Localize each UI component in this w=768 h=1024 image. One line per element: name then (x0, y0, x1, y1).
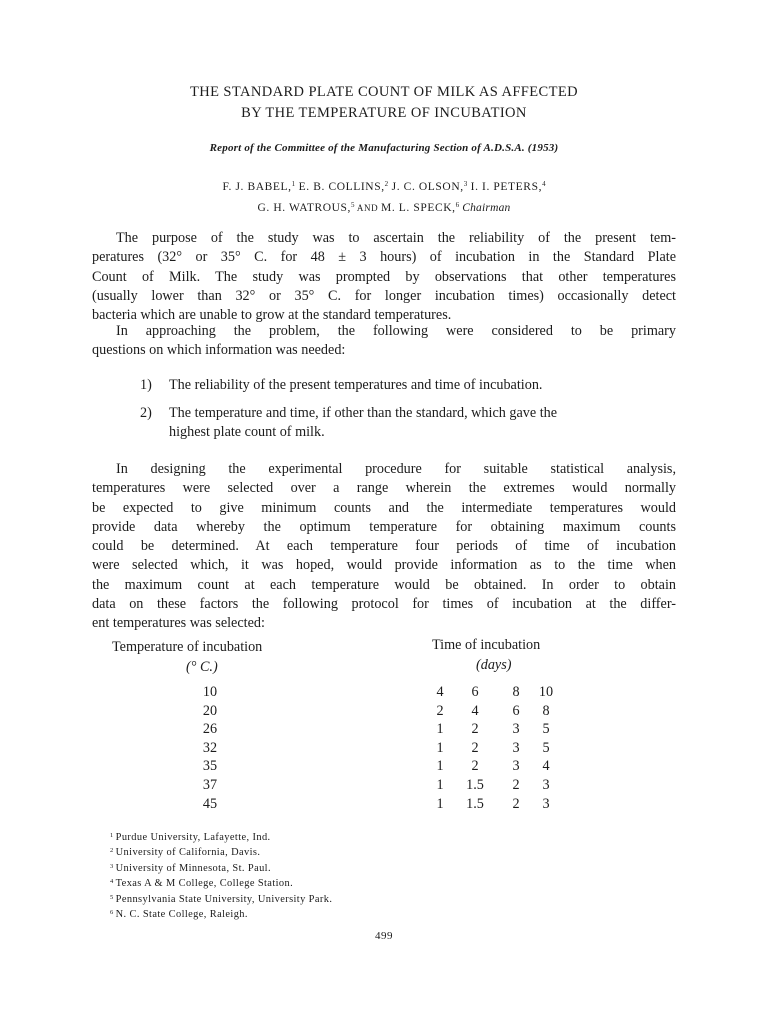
time-cell: 5 (542, 739, 550, 756)
author-name: G. H. WATROUS, (257, 202, 352, 214)
para-text: provide data whereby the optimum temperature for obtaining maximum counts (92, 518, 676, 535)
report-subtitle: Report of the Committee of the Manufacturing Section of A.D.S.A. (1953) (209, 142, 559, 154)
author-line-1 (60, 175, 708, 196)
author-name: F. J. BABEL, (222, 181, 292, 193)
time-cell: 10 (538, 684, 554, 700)
list-number: 2) (140, 405, 152, 421)
footnote-text: University of Minnesota, St. Paul. (115, 862, 271, 874)
footnote-mark: 4 (542, 180, 546, 188)
list-text: The temperature and time, if other than the standard, which gave the (169, 405, 558, 421)
time-cell: 8 (542, 702, 550, 719)
title-line-1: THE STANDARD PLATE COUNT OF MILK AS AFFECTED (190, 84, 578, 100)
para-line (92, 248, 676, 267)
footnote (110, 905, 248, 922)
footnote-text: Pennsylvania State University, University Park. (115, 893, 333, 905)
para-line (92, 229, 676, 248)
author-name: E. B. COLLINS, (295, 181, 385, 193)
para-text: ent temperatures was selected: (92, 615, 265, 632)
time-cell: 1.5 (466, 795, 484, 812)
para-text: be expected to give minimum counts and the intermediate temperatures would (92, 499, 676, 516)
table-header-time-unit: (days) (476, 657, 512, 673)
author-conjunction: AND (354, 203, 382, 213)
para-text: questions on which information was needed: (92, 342, 346, 359)
para-line (92, 518, 676, 537)
temperature-cell: 10 (202, 684, 218, 700)
time-cell: 3 (512, 758, 520, 775)
para-text: were selected which, it was hoped, would provide information as to the time when (92, 557, 676, 574)
temperature-cell: 35 (202, 758, 218, 775)
author-name: I. I. PETERS, (467, 181, 543, 193)
time-cell: 3 (542, 777, 550, 793)
para-line (92, 460, 676, 479)
paragraph-purpose (92, 229, 676, 325)
footnote-mark: 3 (463, 180, 468, 188)
list-text-block (169, 404, 680, 443)
author-name: M. L. SPECK, (381, 202, 456, 214)
footnote-text: Texas A & M College, College Station. (115, 878, 294, 890)
footnote-text: University of California, Davis. (115, 847, 261, 859)
list-number: 1) (140, 377, 152, 393)
para-line (92, 576, 676, 595)
para-line (92, 614, 676, 633)
footnote-mark: 5 (110, 893, 114, 901)
para-line (92, 287, 676, 306)
footnote-mark: 1 (291, 180, 296, 188)
table-header-time: Time of incubation (432, 637, 541, 653)
para-text: In designing the experimental procedure for suitable statistical analysis, (116, 461, 676, 477)
page-number: 499 (375, 930, 393, 942)
temperature-cell: 32 (202, 739, 218, 756)
time-cell: 2 (512, 777, 520, 793)
author-line-2 (60, 196, 708, 217)
time-cell: 5 (542, 721, 550, 738)
footnote-mark: 2 (110, 847, 114, 855)
para-text: Count of Milk. The study was prompted by observations that other temperatures (92, 268, 676, 285)
time-cell: 1 (436, 721, 444, 738)
list-text: highest plate count of milk. (169, 424, 325, 441)
footnote-mark: 3 (110, 862, 114, 870)
time-cell: 3 (542, 795, 550, 812)
time-cell: 2 (436, 702, 444, 719)
table-header-temperature-unit: (° C.) (186, 659, 218, 675)
temperature-cell: 20 (202, 702, 218, 719)
title-line-2: BY THE TEMPERATURE OF INCUBATION (241, 105, 527, 121)
paragraph-approach (92, 322, 676, 361)
time-cell: 1 (436, 758, 444, 775)
para-text: temperatures were selected over a range wherein the extremes would normally (92, 480, 676, 497)
footnote-mark: 5 (351, 201, 355, 209)
list-text: The reliability of the present temperatures and time of incubation. (169, 377, 543, 393)
para-line (92, 537, 676, 556)
time-cell: 4 (436, 684, 444, 700)
time-cell: 1.5 (466, 777, 484, 793)
time-cell: 2 (512, 795, 520, 812)
para-text: data on these factors the following protocol for times of incubation at the differ- (92, 596, 676, 613)
para-text: peratures (32° or 35° C. for 48 ± 3 hours) of incubation in the Standard Plate (92, 249, 676, 266)
para-line (92, 499, 676, 518)
para-line (92, 268, 676, 287)
para-text: could be determined. At each temperature four periods of time of incubation (92, 538, 676, 555)
time-cell: 3 (512, 721, 520, 738)
para-text: In approaching the problem, the following were considered to be primary (116, 323, 676, 339)
para-text: bacteria which are unable to grow at the standard temperatures. (92, 307, 452, 324)
para-text: (usually lower than 32° or 35° C. for longer incubation times) occasionally detect (92, 287, 676, 304)
time-cell: 8 (512, 684, 520, 700)
author-role: Chairman (459, 202, 511, 214)
footnote-mark: 4 (110, 878, 114, 886)
table-header-temperature: Temperature of incubation (112, 639, 263, 655)
para-text: The purpose of the study was to ascertain the reliability of the present tem- (116, 230, 676, 246)
paper-title (60, 82, 708, 124)
footnote-mark: 2 (384, 180, 389, 188)
time-cell: 4 (471, 702, 479, 719)
temperature-cell: 26 (202, 721, 218, 738)
time-cell: 3 (512, 739, 520, 756)
footnote-text: Purdue University, Lafayette, Ind. (115, 832, 271, 843)
time-cell: 4 (542, 758, 550, 775)
para-line (92, 322, 676, 341)
time-cell: 2 (471, 758, 479, 775)
time-cell: 6 (512, 702, 520, 719)
footnote-text: N. C. State College, Raleigh. (115, 909, 248, 920)
author-list (60, 175, 708, 217)
time-cell: 2 (471, 721, 479, 738)
time-cell: 2 (471, 739, 479, 756)
footnote-mark: 6 (455, 201, 460, 209)
author-name: J. C. OLSON, (388, 181, 464, 193)
time-cell: 1 (436, 777, 444, 793)
para-line (92, 341, 676, 360)
para-text: the maximum count at each temperature would be obtained. In order to obtain (92, 576, 676, 593)
footnote-mark: 6 (110, 909, 114, 916)
para-line (92, 556, 676, 575)
time-cell: 1 (436, 739, 444, 756)
paragraph-design (92, 460, 676, 634)
temperature-cell: 45 (202, 795, 218, 812)
time-cell: 6 (471, 684, 479, 700)
temperature-cell: 37 (202, 777, 218, 793)
footnote-mark: 1 (110, 832, 114, 839)
para-line (92, 595, 676, 614)
para-line (92, 479, 676, 498)
time-cell: 1 (436, 795, 444, 812)
